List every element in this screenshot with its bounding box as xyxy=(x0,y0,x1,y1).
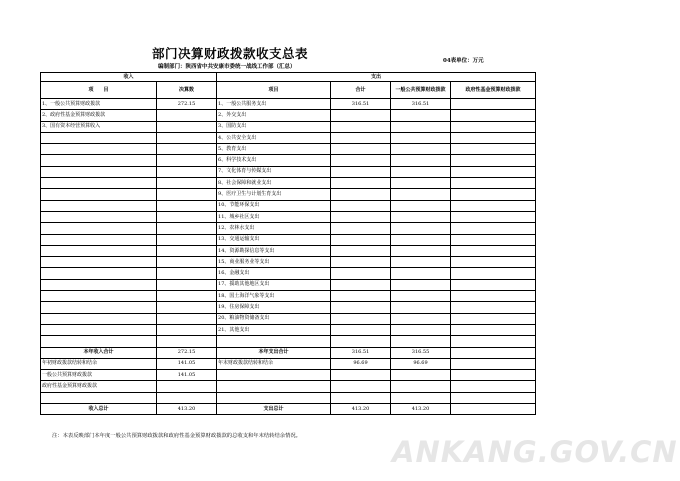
income-value xyxy=(157,110,217,121)
general-budget-value xyxy=(391,336,451,347)
income-item xyxy=(41,178,157,189)
income-value xyxy=(157,324,217,335)
expense-item: 8、社会保障和就业支出 xyxy=(217,178,331,189)
general-budget-value xyxy=(391,324,451,335)
expense-item: 9、医疗卫生与计划生育支出 xyxy=(217,189,331,200)
grand-expense-general: 413.20 xyxy=(391,404,451,415)
carryover-out-label: 年末财政拨款结转和结余 xyxy=(217,358,331,369)
gov-fund-value xyxy=(451,121,536,132)
gov-fund-value xyxy=(451,279,536,290)
expense-total xyxy=(331,166,391,177)
income-item xyxy=(41,132,157,143)
income-item: 2、政府性基金预算财政拨款 xyxy=(41,110,157,121)
expense-total xyxy=(331,189,391,200)
gov-fund-value xyxy=(451,211,536,222)
expense-item: 2、外交支出 xyxy=(217,110,331,121)
income-item xyxy=(41,200,157,211)
income-item: 3、国有资本经营预算收入 xyxy=(41,121,157,132)
income-value xyxy=(157,245,217,256)
income-item xyxy=(41,223,157,234)
expense-item xyxy=(217,336,331,347)
gov-fund-value xyxy=(451,223,536,234)
expense-total-label: 本年支出合计 xyxy=(217,347,331,358)
grand-income-value: 413.20 xyxy=(157,404,217,415)
gov-fund-value xyxy=(451,234,536,245)
income-item xyxy=(41,144,157,155)
general-budget-value xyxy=(391,313,451,324)
table-row xyxy=(41,291,536,302)
expense-total xyxy=(331,155,391,166)
table-row xyxy=(41,336,536,347)
gov-fund-value xyxy=(451,291,536,302)
income-value xyxy=(157,178,217,189)
expense-item: 17、援助其他地区支出 xyxy=(217,279,331,290)
income-item xyxy=(41,324,157,335)
income-item xyxy=(41,245,157,256)
gov-fund-value xyxy=(451,257,536,268)
watermark-logo: ANKANG.GOV.CN xyxy=(392,435,678,469)
income-value: 272.15 xyxy=(157,99,217,110)
expense-item-header: 项目 xyxy=(217,82,331,99)
expense-total xyxy=(331,245,391,256)
carry-general-row xyxy=(41,370,536,381)
expense-total xyxy=(331,234,391,245)
gov-fund-value xyxy=(451,189,536,200)
table-row xyxy=(41,178,536,189)
table-row xyxy=(41,144,536,155)
carry-fund-row xyxy=(41,381,536,392)
unit-label: 04表单位：万元 xyxy=(443,58,484,64)
table-row xyxy=(41,279,536,290)
group-header-row xyxy=(41,73,536,82)
income-item xyxy=(41,155,157,166)
gov-fund-value xyxy=(451,144,536,155)
expense-item: 6、科学技术支出 xyxy=(217,155,331,166)
gov-fund-value xyxy=(451,110,536,121)
expense-total-value: 316.51 xyxy=(331,347,391,358)
expense-total xyxy=(331,132,391,143)
grand-expense-value: 413.20 xyxy=(331,404,391,415)
income-value xyxy=(157,166,217,177)
income-value xyxy=(157,234,217,245)
income-item xyxy=(41,189,157,200)
table-row xyxy=(41,121,536,132)
table-row xyxy=(41,257,536,268)
expense-item: 21、其他支出 xyxy=(217,324,331,335)
general-budget-value xyxy=(391,291,451,302)
expense-item: 4、公共安全支出 xyxy=(217,132,331,143)
carryover-row xyxy=(41,358,536,369)
income-value xyxy=(157,189,217,200)
carry-general-label: 一般公共预算财政拨款 xyxy=(41,370,157,381)
compiling-department: 编制部门：陕西省中共安康市委统一战线工作部（汇总） xyxy=(158,64,296,70)
income-value xyxy=(157,144,217,155)
gov-fund-value xyxy=(451,178,536,189)
gov-fund-value xyxy=(451,99,536,110)
expense-item: 15、商业服务业等支出 xyxy=(217,257,331,268)
table-row xyxy=(41,223,536,234)
expense-total xyxy=(331,200,391,211)
general-budget-value xyxy=(391,132,451,143)
expense-group-header: 支出 xyxy=(217,73,536,82)
expense-total xyxy=(331,268,391,279)
page-title: 部门决算财政拨款收支总表 xyxy=(151,46,308,61)
total-header: 合计 xyxy=(331,82,391,99)
expense-item: 7、文化体育与传媒支出 xyxy=(217,166,331,177)
income-total-value: 272.15 xyxy=(157,347,217,358)
general-budget-header: 一般公共预算财政拨款 xyxy=(391,82,451,99)
expense-item: 13、交通运输支出 xyxy=(217,234,331,245)
expense-item: 11、城乡社区支出 xyxy=(217,211,331,222)
income-item xyxy=(41,291,157,302)
income-total-row xyxy=(41,347,536,358)
column-header-row xyxy=(41,82,536,99)
income-value xyxy=(157,200,217,211)
table-row xyxy=(41,110,536,121)
general-budget-value xyxy=(391,189,451,200)
gov-fund-value xyxy=(451,166,536,177)
general-budget-value xyxy=(391,279,451,290)
general-budget-value xyxy=(391,223,451,234)
grand-expense-label: 支出总计 xyxy=(217,404,331,415)
gov-fund-value xyxy=(451,324,536,335)
general-budget-value xyxy=(391,245,451,256)
income-value xyxy=(157,279,217,290)
expense-total xyxy=(331,110,391,121)
carry-fund-label: 政府性基金预算财政拨款 xyxy=(41,381,157,392)
gov-fund-value xyxy=(451,245,536,256)
grand-total-row xyxy=(41,404,536,415)
expense-item: 3、国防支出 xyxy=(217,121,331,132)
table-row xyxy=(41,268,536,279)
carryover-in-label: 年初财政拨款结转和结余 xyxy=(41,358,157,369)
general-budget-value xyxy=(391,200,451,211)
table-row xyxy=(41,200,536,211)
table-row xyxy=(41,155,536,166)
general-budget-value: 316.51 xyxy=(391,99,451,110)
income-value xyxy=(157,291,217,302)
income-value xyxy=(157,132,217,143)
expense-item: 1、一般公共服务支出 xyxy=(217,99,331,110)
table-row xyxy=(41,132,536,143)
general-budget-value xyxy=(391,302,451,313)
table-row xyxy=(41,324,536,335)
table-row xyxy=(41,313,536,324)
income-value xyxy=(157,336,217,347)
expense-total xyxy=(331,211,391,222)
carryover-out-general: 96.69 xyxy=(391,358,451,369)
general-budget-value xyxy=(391,178,451,189)
income-item xyxy=(41,336,157,347)
income-total-label: 本年收入合计 xyxy=(41,347,157,358)
income-value xyxy=(157,313,217,324)
general-budget-value xyxy=(391,144,451,155)
footnote: 注：本表反映部门本年度一般公共预算财政拨款和政府性基金预算财政拨款的总收支和年末结转结余情况。 xyxy=(52,433,301,439)
expense-total xyxy=(331,291,391,302)
expense-total xyxy=(331,313,391,324)
gov-fund-value xyxy=(451,336,536,347)
income-item xyxy=(41,302,157,313)
gov-fund-value xyxy=(451,302,536,313)
table-row xyxy=(41,245,536,256)
income-value xyxy=(157,302,217,313)
income-item xyxy=(41,234,157,245)
general-budget-value xyxy=(391,234,451,245)
income-item xyxy=(41,279,157,290)
expense-total xyxy=(331,302,391,313)
gov-fund-value xyxy=(451,155,536,166)
expense-item: 16、金融支出 xyxy=(217,268,331,279)
expense-total xyxy=(331,257,391,268)
carry-general-value: 141.05 xyxy=(157,370,217,381)
general-budget-value xyxy=(391,110,451,121)
general-budget-value xyxy=(391,257,451,268)
gov-fund-value xyxy=(451,132,536,143)
table-row xyxy=(41,166,536,177)
income-group-header: 收入 xyxy=(41,73,217,82)
expense-total xyxy=(331,223,391,234)
gov-fund-header: 政府性基金预算财政拨款 xyxy=(451,82,536,99)
income-value xyxy=(157,155,217,166)
income-item xyxy=(41,166,157,177)
gov-fund-value xyxy=(451,268,536,279)
carryover-in-value: 141.05 xyxy=(157,358,217,369)
income-item-header: 项 目 xyxy=(41,82,157,99)
carryover-out-value: 96.69 xyxy=(331,358,391,369)
grand-income-label: 收入总计 xyxy=(41,404,157,415)
income-item xyxy=(41,257,157,268)
table-row xyxy=(41,99,536,110)
expense-total xyxy=(331,279,391,290)
expense-item: 5、教育支出 xyxy=(217,144,331,155)
income-item xyxy=(41,268,157,279)
expense-item: 18、国土海洋气象等支出 xyxy=(217,291,331,302)
income-value xyxy=(157,268,217,279)
blank-row xyxy=(41,392,536,403)
fiscal-summary-table xyxy=(40,72,536,415)
expense-total xyxy=(331,178,391,189)
expense-total xyxy=(331,144,391,155)
expense-total xyxy=(331,121,391,132)
income-item xyxy=(41,211,157,222)
income-item: 1、一般公共预算财政拨款 xyxy=(41,99,157,110)
income-item xyxy=(41,313,157,324)
gov-fund-value xyxy=(451,200,536,211)
income-value xyxy=(157,211,217,222)
expense-total: 316.51 xyxy=(331,99,391,110)
general-budget-value xyxy=(391,155,451,166)
general-budget-value xyxy=(391,121,451,132)
expense-total xyxy=(331,336,391,347)
expense-item: 12、农林水支出 xyxy=(217,223,331,234)
gov-fund-value xyxy=(451,313,536,324)
income-value xyxy=(157,223,217,234)
income-value xyxy=(157,121,217,132)
expense-item: 14、资源勘探信息等支出 xyxy=(217,245,331,256)
general-budget-value xyxy=(391,166,451,177)
expense-item: 20、粮油物资储备支出 xyxy=(217,313,331,324)
table-row xyxy=(41,234,536,245)
expense-item: 10、节能环保支出 xyxy=(217,200,331,211)
general-budget-value xyxy=(391,211,451,222)
expense-total-general: 316.55 xyxy=(391,347,451,358)
general-budget-value xyxy=(391,268,451,279)
table-row xyxy=(41,211,536,222)
final-amount-header: 决算数 xyxy=(157,82,217,99)
income-value xyxy=(157,257,217,268)
expense-total xyxy=(331,324,391,335)
table-row xyxy=(41,189,536,200)
table-row xyxy=(41,302,536,313)
expense-item: 19、住房保障支出 xyxy=(217,302,331,313)
